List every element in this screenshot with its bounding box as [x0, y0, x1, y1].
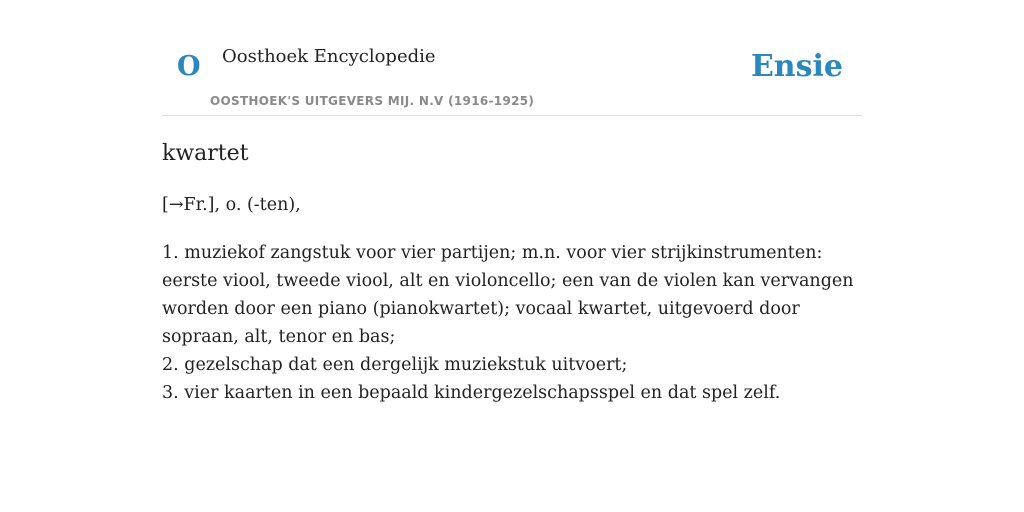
source-title-link[interactable]: Oosthoek Encyclopedie [222, 46, 436, 67]
definition-item: 3. vier kaarten in een bepaald kindergezelschapsspel en dat spel zelf. [162, 383, 781, 403]
source-subtitle: OOSTHOEK'S UITGEVERS MIJ. N.V (1916-1925) [210, 94, 535, 108]
definitions-list [162, 239, 862, 407]
entry-page [162, 0, 862, 403]
brand-logo-link[interactable]: Ensie [750, 49, 843, 84]
headword: kwartet [162, 141, 249, 166]
definition-item: 1. muziekof zangstuk voor vier partijen; m.n. voor vier strijkinstrumenten: eerste viool, tweede viool, alt en violoncello; een van de violen kan vervangen worden door een piano (pianokwartet); vocaal kwartet, uitgevoerd door sopraan, alt, tenor en bas; [162, 243, 854, 347]
definition-item: 2. gezelschap dat een dergelijk muziekstuk uitvoert; [162, 355, 628, 375]
source-logo: O [177, 51, 201, 82]
grammar-info: [→Fr.], o. (-ten), [162, 195, 301, 215]
source-header [162, 0, 862, 116]
